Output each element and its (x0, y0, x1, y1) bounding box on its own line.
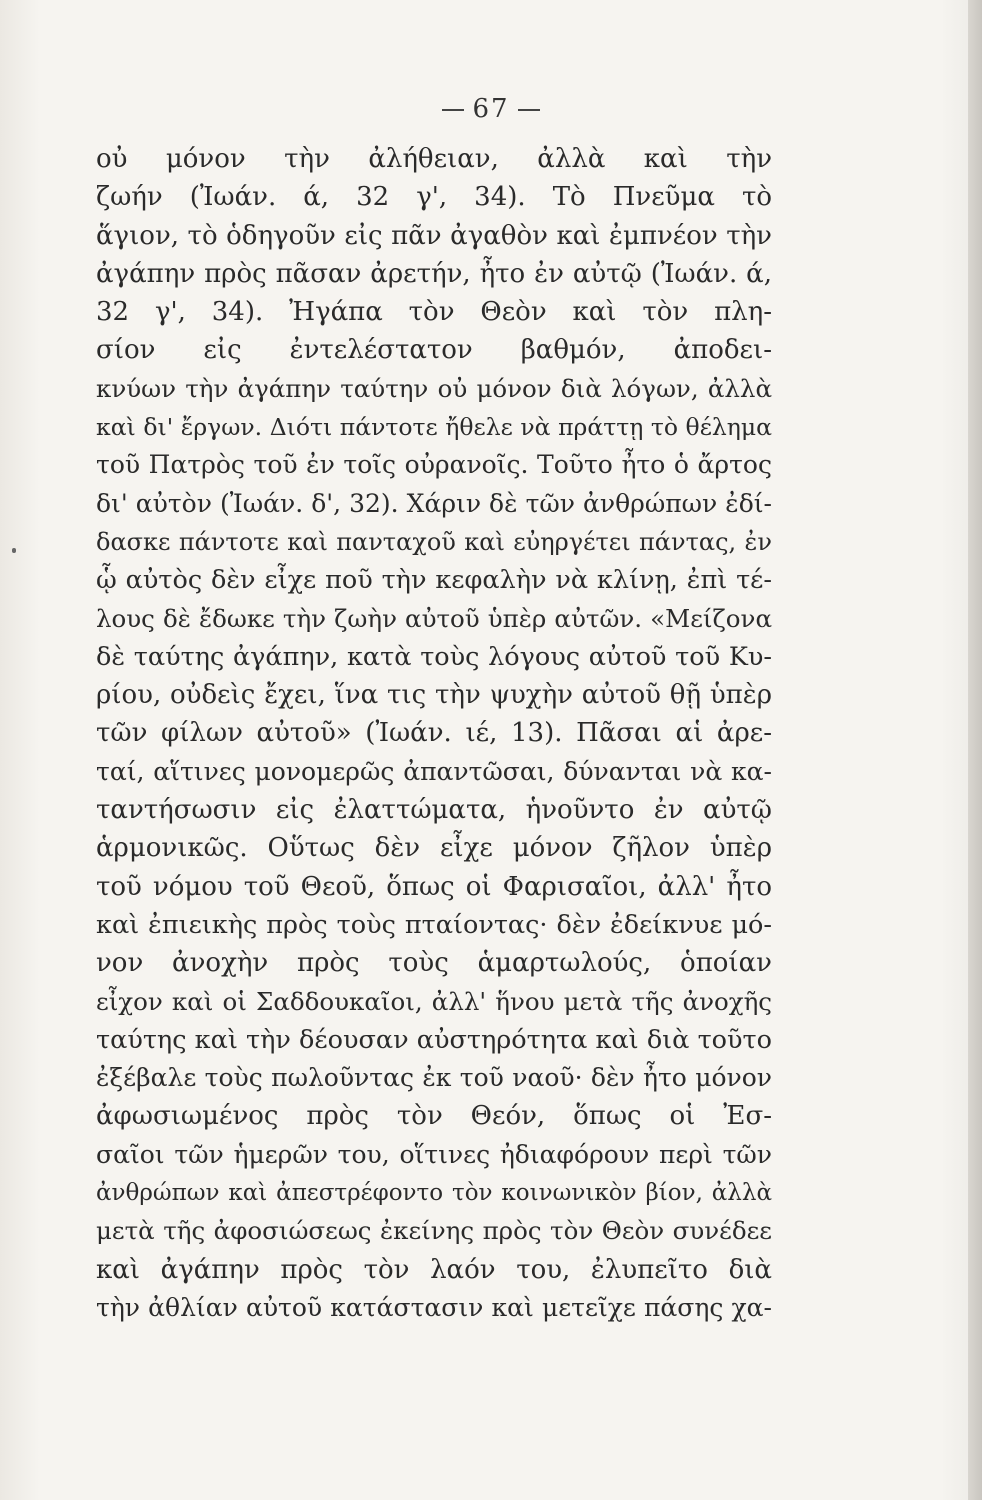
text-line: καὶ ἐπιεικὴς πρὸς τοὺς πταίοντας· δὲν ἐδείκνυε μό- (96, 909, 772, 940)
text-line: καὶ δι' ἔργων. Διότι πάντοτε ἤθελε νὰ πράττῃ τὸ θέλημα (96, 413, 772, 442)
text-line: ᾧ αὐτὸς δὲν εἶχε ποῦ τὴν κεφαλὴν νὰ κλίνῃ, ἐπὶ τέ- (96, 565, 772, 596)
text-line: 32 γ', 34). Ἠγάπα τὸν Θεὸν καὶ τὸν πλη- (96, 297, 772, 328)
text-line: ταί, αἵτινες μονομερῶς ἀπαντῶσαι, δύνανται νὰ κα- (96, 756, 772, 786)
text-line: ζωήν (Ἰωάν. ά, 32 γ', 34). Τὸ Πνεῦμα τὸ (96, 182, 772, 213)
text-line: ἁρμονικῶς. Οὕτως δὲν εἶχε μόνον ζῆλον ὑπὲρ (96, 833, 772, 864)
text-line: δὲ ταύτης ἀγάπην, κατὰ τοὺς λόγους αὐτοῦ τοῦ Κυ- (96, 641, 772, 672)
page-number-value: 67 (472, 94, 510, 124)
text-line: λους δὲ ἔδωκε τὴν ζωὴν αὐτοῦ ὑπὲρ αὐτῶν. «Μείζονα (96, 603, 772, 633)
text-line: ἀνθρώπων καὶ ἀπεστρέφοντο τὸν κοινωνικὸν βίον, ἀλλὰ (96, 1180, 772, 1207)
page-number (0, 94, 982, 124)
text-line: οὐ μόνον τὴν ἀλήθειαν, ἀλλὰ καὶ τὴν (96, 144, 772, 174)
text-line: ταντήσωσιν εἰς ἐλαττώματα, ἡνοῦντο ἐν αὐτῷ (96, 795, 772, 826)
text-line: μετὰ τῆς ἀφοσιώσεως ἐκείνης πρὸς τὸν Θεὸν συνέδεε (96, 1216, 772, 1246)
text-line: τὴν ἀθλίαν αὐτοῦ κατάστασιν καὶ μετεῖχε πάσης χα- (96, 1292, 772, 1322)
text-line: ἐξέβαλε τοὺς πωλοῦντας ἐκ τοῦ ναοῦ· δὲν ἦτο μόνον (96, 1063, 772, 1093)
text-line: σαῖοι τῶν ἡμερῶν του, οἵτινες ἠδιαφόρουν περὶ τῶν (96, 1139, 772, 1169)
text-line: τοῦ νόμου τοῦ Θεοῦ, ὅπως οἱ Φαρισαῖοι, ἀλλ' ἦτο (96, 871, 772, 902)
text-line: ἀφωσιωμένος πρὸς τὸν Θεόν, ὅπως οἱ Ἐσ- (96, 1101, 772, 1132)
text-line: σίον εἰς ἐντελέστατον βαθμόν, ἀποδει- (96, 335, 772, 366)
text-line: ἀγάπην πρὸς πᾶσαν ἀρετήν, ἦτο ἐν αὐτῷ (Ἰωάν. ά, (96, 258, 772, 289)
text-line: τῶν φίλων αὐτοῦ» (Ἰωάν. ιέ, 13). Πᾶσαι αἱ ἀρε- (96, 718, 772, 749)
text-line: εἶχον καὶ οἱ Σαδδουκαῖοι, ἀλλ' ἥνου μετὰ τῆς ἀνοχῆς (96, 986, 772, 1016)
ink-speck (12, 548, 16, 553)
text-line: δασκε πάντοτε καὶ πανταχοῦ καὶ εὐηργέτει πάντας, ἐν (96, 527, 772, 556)
text-line: ἅγιον, τὸ ὁδηγοῦν εἰς πᾶν ἀγαθὸν καὶ ἐμπνέον τὴν (96, 220, 772, 251)
dash-right (518, 109, 540, 111)
text-line: ταύτης καὶ τὴν δέουσαν αὐστηρότητα καὶ διὰ τοῦτο (96, 1024, 772, 1055)
text-line: νον ἀνοχὴν πρὸς τοὺς ἁμαρτωλούς, ὁποίαν (96, 948, 772, 979)
text-line: καὶ ἀγάπην πρὸς τὸν λαόν του, ἐλυπεῖτο διὰ (96, 1254, 772, 1285)
dash-left (442, 109, 464, 111)
text-line: δι' αὐτὸν (Ἰωάν. δ', 32). Χάριν δὲ τῶν ἀνθρώπων ἐδί- (96, 488, 772, 518)
page-edge-shadow (968, 0, 982, 1500)
text-line: τοῦ Πατρὸς τοῦ ἐν τοῖς οὐρανοῖς. Τοῦτο ἦτο ὁ ἄρτος (96, 450, 772, 480)
text-line: κνύων τὴν ἀγάπην ταύτην οὐ μόνον διὰ λόγων, ἀλλὰ (96, 373, 772, 403)
text-line: ρίου, οὐδεὶς ἔχει, ἵνα τις τὴν ψυχὴν αὐτοῦ θῇ ὑπὲρ (96, 680, 772, 711)
body-text (96, 140, 772, 1327)
